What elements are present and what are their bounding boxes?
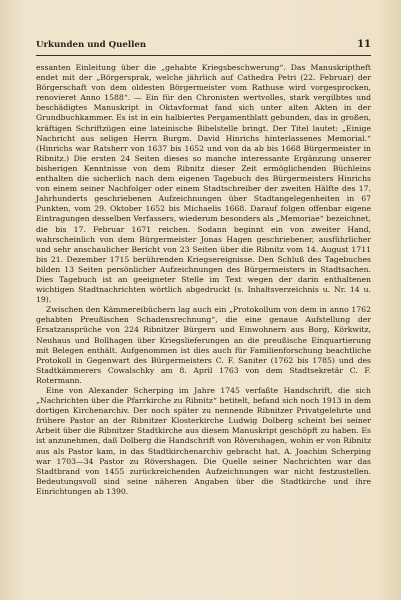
running-header xyxy=(36,40,371,54)
header-title: Urkunden und Quellen xyxy=(36,40,147,50)
paragraph: essanten Einleitung über die „gehabte Kriegsbeschwerung“. Das Manuskriptheft endet mit der „Börgersprak, welche jährlich auf Cathedra Petri (22. Februar) der Börgerschaft von dem oldesten Börgermeister vom Rathuse wird vorgesprocken, renovieret Anno 1588“. — Ein für den Chronisten wertvolles, stark vergilbtes und beschädigtes Manuskript in Oktavformat fand sich unter alten Akten in der Grundbuchkammer. Es ist in ein halbiertes Pergamentblatt gebunden, das in großen, kräftigen Schriftzügen eine lateinische Bibelstelle bringt. Der Titel lautet: „Einige Nachricht aus seligen Herrn Burgm. David Hinrichs hinterlassenes Memorial.“ (Hinrichs war Ratsherr von 1637 bis 1652 und von da ab bis 1668 Bürgermeister in Ribnitz.) Die ersten 24 Seiten dieses so manche interessante Ergänzung unserer bisherigen Kenntnisse von dem Ribnitz dieser Zeit ermöglichenden Büchleins enthalten die sicherlich nach dem eigenen Tagebuch des Bürgermeisters Hinrichs von einem seiner Nachfolger oder einem Stadtschreiber der zweiten Hälfte des 17. Jahrhunderts geschriebenen Aufzeichnungen über Stadtangelegenheiten in 67 Punkten, vom 29. Oktober 1652 bis Michaelis 1668. Darauf folgen offenbar eigene Eintragungen desselben Verfassers, wiederum besonders als „Memoriae“ bezeichnet, die bis 17. Februar 1671 reichen. Sodann beginnt ein von zweiter Hand, wahrscheinlich von dem Bürgermeister Jonas Hagen geschriebener, ausführlicher und sehr anschaulicher Bericht von 23 Seiten über die Ribnitz vom 14. August 1711 bis 21. Dezember 1715 berührenden Kriegsereignisse. Den Schluß des Tagebuches bilden 13 Seiten persönlicher Aufzeichnungen des Bürgermeisters in Stadtsachen. Dies Tagebuch ist an geeigneter Stelle im Text wegen der darin enthaltenen wichtigen Stadtnachrichten wörtlich abgedruckt (s. Inhaltsverzeichnis u. Nr. 14 u. 19). xyxy=(36,63,371,305)
body-text xyxy=(36,63,371,497)
page-number: 11 xyxy=(357,39,371,50)
paragraph: Eine von Alexander Scherping im Jahre 1745 verfaßte Handschrift, die sich „Nachrichten über die Pfarrkirche zu Ribnitz“ betitelt, befand sich noch 1913 in dem dortigen Kirchenarchiv. Der noch später zu nennende Ribnitzer Privatgelehrte und frühere Pastor an der Ribnitzer Klosterkirche Ludwig Dolberg scheint bei seiner Arbeit über die Ribnitzer Stadtkirche aus diesem Manuskript geschöpft zu haben. Es ist anzunehmen, daß Dolberg die Handschrift von Rövershagen, wohin er von Ribnitz aus als Pastor kam, in das Stadtkirchenarchiv gebracht hat. A. Joachim Scherping war 1703—34 Pastor zu Rövershagen. Die Quelle seiner Nachrichten war das Stadtbrand von 1455 zurückreichenden Aufzeichnungen war nicht festzustellen. Bedeutungsvoll sind seine näheren Angaben über die Stadtkirche und ihre Einrichtungen ab 1390. xyxy=(36,386,371,496)
header-rule xyxy=(36,55,371,56)
paragraph: Zwischen den Kämmereibüchern lag auch ein „Protokollum von dem in anno 1762 gehabten Preußischen Schadensrechnung“, die eine genaue Aufstellung der Ersatzansprüche von 224 Ribnitzer Bürgern und Einwohnern aus Borg, Körkwitz, Neuhaus und Bollhagen über Kriegslieferungen an die preußische Einquartierung mit Belegen enthält. Aufgenommen ist dies auch für Familienforschung beachtliche Protokoll in Gegenwart des Bürgermeisters C. F. Saniter (1762 bis 1785) und des Stadtkämmerers Cowalschky am 8. April 1763 von dem Stadtsekretär C. F. Rotermann. xyxy=(36,305,371,385)
